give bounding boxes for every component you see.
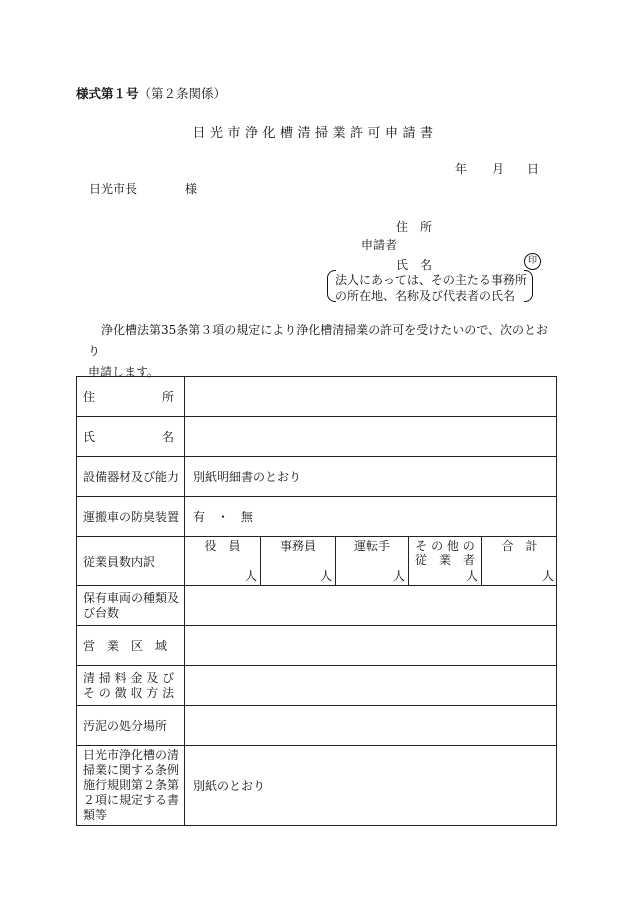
staff-label: 従業員数内訳 [77, 537, 185, 586]
date-line [455, 160, 539, 177]
applicant-name-label: 氏 名 [396, 258, 433, 272]
row-area [77, 626, 557, 666]
sludge-field[interactable] [185, 706, 557, 746]
vehicles-label-line1: 保有車両の種類及 [83, 590, 180, 605]
fees-label-line1: 清 掃 料 金 及 び [83, 670, 175, 685]
staff-drivers-header: 運転手 [353, 539, 390, 553]
name-label-char2: 名 [161, 430, 174, 444]
staff-clerks-header: 事務員 [279, 539, 316, 553]
staff-drivers-unit: 人 [392, 569, 405, 583]
row-deodorizer [77, 497, 557, 537]
staff-drivers-cell[interactable] [335, 537, 408, 585]
deodorizer-label: 運搬車の防臭装置 [77, 497, 185, 537]
name-label [77, 417, 185, 457]
form-relation: （第２条関係） [138, 86, 227, 101]
date-day: 日 [527, 162, 540, 176]
documents-label-line4: ２項に規定する書 [83, 793, 180, 807]
corporate-note-line1: 法人にあっては、その主たる事務所 [335, 273, 527, 287]
fees-label [77, 666, 185, 706]
row-address [77, 377, 557, 417]
staff-other-header [409, 539, 481, 567]
request-line2: 申請します。 [88, 365, 160, 379]
staff-other-line2: 従 業 者 [414, 553, 475, 567]
documents-label-line5: 類等 [83, 808, 108, 822]
addressee [89, 180, 197, 197]
fees-label-line2: そ の 徴 収 方 法 [83, 685, 175, 700]
corporate-note-line2: の所在地、名称及び代表者の氏名 [335, 289, 516, 303]
row-vehicles [77, 586, 557, 626]
staff-breakdown [185, 537, 557, 586]
corporate-note [327, 270, 533, 302]
request-statement [88, 320, 558, 383]
staff-other-cell[interactable] [408, 537, 481, 585]
name-label-char1: 氏 [83, 430, 96, 444]
staff-subgrid [185, 537, 556, 585]
row-staff [77, 537, 557, 586]
staff-total-unit: 人 [541, 569, 554, 583]
address-label-char2: 所 [161, 390, 174, 404]
fees-field[interactable] [185, 666, 557, 706]
addressee-name: 日光市長 [89, 182, 138, 196]
staff-total-header: 合 計 [501, 539, 538, 553]
staff-total-cell[interactable] [481, 537, 557, 585]
sludge-label: 汚泥の処分場所 [77, 706, 185, 746]
deodorizer-field[interactable]: 有 ・ 無 [185, 497, 557, 537]
date-year: 年 [455, 162, 468, 176]
documents-label [77, 746, 185, 826]
staff-clerks-cell[interactable] [260, 537, 335, 585]
staff-officers-header: 役 員 [204, 539, 241, 553]
vehicles-field[interactable] [185, 586, 557, 626]
seal-mark: 印 [524, 253, 541, 270]
area-field[interactable] [185, 626, 557, 666]
equipment-field[interactable]: 別紙明細書のとおり [185, 457, 557, 497]
form-number-label: 様式第１号 [76, 86, 139, 101]
page-title: 日光市浄化槽清掃業許可申請書 [192, 126, 438, 141]
address-label-char1: 住 [83, 390, 96, 404]
address-field[interactable] [185, 377, 557, 417]
address-label [77, 377, 185, 417]
vehicles-label [77, 586, 185, 626]
row-fees [77, 666, 557, 706]
documents-label-line1: 日光市浄化槽の清 [83, 748, 180, 762]
row-equipment [77, 457, 557, 497]
form-number [76, 84, 226, 102]
documents-label-line3: 施行規則第２条第 [83, 778, 180, 792]
documents-label-line2: 掃業に関する条例 [83, 763, 180, 777]
staff-other-line1: そ の 他 の [415, 539, 475, 553]
staff-officers-cell[interactable] [185, 537, 260, 585]
row-documents [77, 746, 557, 826]
row-name [77, 417, 557, 457]
staff-officers-unit: 人 [244, 569, 257, 583]
area-label: 営 業 区 域 [77, 626, 185, 666]
date-month: 月 [492, 162, 505, 176]
row-sludge [77, 706, 557, 746]
name-field[interactable] [185, 417, 557, 457]
application-table [76, 376, 557, 826]
equipment-label: 設備器材及び能力 [77, 457, 185, 497]
applicant-label: 申請者 [361, 238, 398, 252]
vehicles-label-line2: び台数 [83, 605, 120, 620]
staff-other-unit: 人 [465, 569, 478, 583]
applicant-address-label: 住 所 [396, 220, 433, 234]
addressee-honorific: 様 [185, 182, 198, 196]
staff-clerks-unit: 人 [319, 569, 332, 583]
request-line1: 浄化槽法第35条第３項の規定により浄化槽清掃業の許可を受けたいので、次のとおり [88, 323, 549, 358]
documents-field[interactable]: 別紙のとおり [185, 746, 557, 826]
